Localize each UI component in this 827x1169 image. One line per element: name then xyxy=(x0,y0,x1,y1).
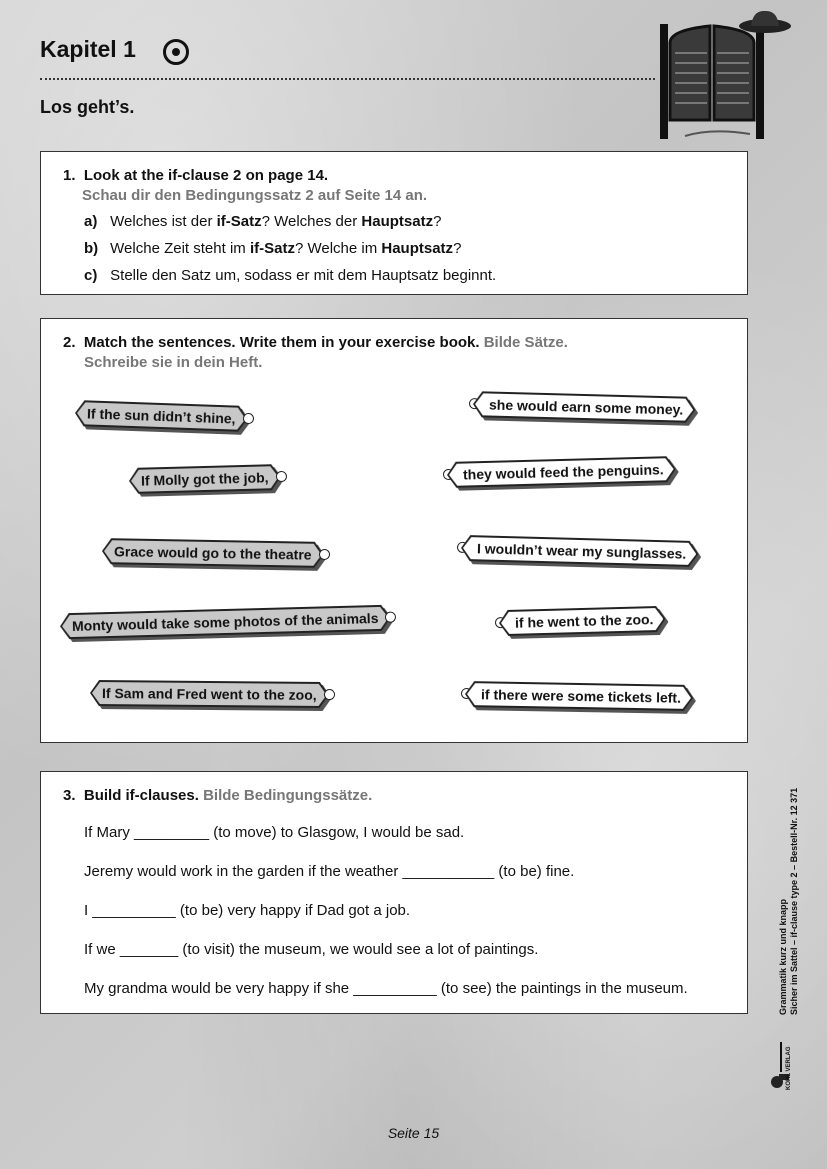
item-text: Stelle den Satz um, sodass er mit dem Hauptsatz beginnt. xyxy=(110,267,497,284)
tag-text: If Sam and Fred went to the zoo, xyxy=(90,680,329,708)
side-line-2: Sicher im Sattel – if-clause type 2 – Bestell-Nr. 12 371 xyxy=(789,787,799,1015)
right-sentence-tag[interactable] xyxy=(465,681,693,711)
task-2-number: 2. xyxy=(63,334,76,351)
tag-text: she would earn some money. xyxy=(473,391,696,423)
connector-hole[interactable] xyxy=(242,413,253,424)
left-sentence-tag[interactable] xyxy=(129,464,281,494)
task-1-box xyxy=(40,151,748,295)
connector-hole[interactable] xyxy=(324,689,335,700)
right-sentence-tag[interactable] xyxy=(499,606,666,636)
right-sentence-tag[interactable] xyxy=(473,391,696,423)
tag-text: I wouldn’t wear my sunglasses. xyxy=(461,535,699,567)
tag-text: Monty would take some photos of the animals xyxy=(60,605,391,640)
item-text: Welches ist der xyxy=(110,213,217,230)
left-sentence-tag[interactable] xyxy=(90,680,329,708)
chapter-title: Kapitel 1 xyxy=(40,36,136,62)
publisher-name: KOHL VERLAG xyxy=(786,1046,792,1090)
item-keyword: if-Satz xyxy=(216,213,262,230)
task-1-instruction-en xyxy=(63,167,328,184)
item-text: Welche Zeit steht im xyxy=(110,240,250,257)
right-sentence-tag[interactable] xyxy=(447,456,676,488)
page-number: Seite 15 xyxy=(387,1125,440,1141)
left-sentence-tag[interactable] xyxy=(102,538,324,568)
task-1-instruction-de: Schau dir den Bedingungssatz 2 auf Seite 14 an. xyxy=(82,187,428,204)
connector-hole[interactable] xyxy=(318,549,329,560)
task-2-de-text-2: Schreibe sie in dein Heft. xyxy=(84,354,263,371)
tag-text: If the sun didn’t shine, xyxy=(75,400,248,432)
fill-in-sentence[interactable]: If we _______ (to visit) the museum, we would see a lot of paintings. xyxy=(84,941,539,958)
target-icon xyxy=(163,39,189,65)
item-text: ? xyxy=(433,213,442,230)
side-publisher-info xyxy=(778,787,800,1015)
fill-in-sentence[interactable]: I __________ (to be) very happy if Dad got a job. xyxy=(84,902,411,919)
tag-text: if there were some tickets left. xyxy=(465,681,693,711)
task-1-item-b xyxy=(84,240,461,257)
task-2-instruction xyxy=(63,334,568,351)
left-sentence-tag[interactable] xyxy=(75,400,248,432)
chapter-subtitle: Los geht’s. xyxy=(40,97,135,117)
task-3-en-text: Build if-clauses. xyxy=(83,787,199,804)
task-2-en-text: Match the sentences. Write them in your exercise book. xyxy=(83,334,480,351)
item-keyword: if-Satz xyxy=(249,240,295,257)
item-label: c) xyxy=(84,267,98,284)
task-3-de-text: Bilde Bedingungssätze. xyxy=(203,787,373,804)
task-2-box xyxy=(40,318,748,743)
task-1-item-c xyxy=(84,267,496,284)
task-1-en-text: Look at the if-clause 2 on page 14. xyxy=(83,167,329,184)
item-label: a) xyxy=(84,213,98,230)
tag-text: If Molly got the job, xyxy=(129,464,281,494)
task-3-box xyxy=(40,771,748,1014)
tag-text: if he went to the zoo. xyxy=(499,606,666,636)
item-text: ? Welche im xyxy=(294,240,382,257)
fill-in-sentence[interactable]: My grandma would be very happy if she __________ (to see) the paintings in the museum. xyxy=(84,980,688,997)
tag-text: Grace would go to the theatre xyxy=(102,538,324,568)
fill-in-sentence[interactable]: If Mary _________ (to move) to Glasgow, I would be sad. xyxy=(84,824,465,841)
item-text: ? Welches der xyxy=(261,213,362,230)
task-1-item-a xyxy=(84,213,441,230)
dotted-divider xyxy=(40,78,655,80)
task-3-number: 3. xyxy=(63,787,76,804)
side-line-1: Grammatik kurz und knapp xyxy=(778,898,788,1015)
saloon-door-icon xyxy=(655,8,795,140)
task-3-instruction xyxy=(63,787,372,804)
fill-in-sentence[interactable]: Jeremy would work in the garden if the weather ___________ (to be) fine. xyxy=(84,863,575,880)
connector-hole[interactable] xyxy=(275,471,286,482)
connector-hole[interactable] xyxy=(385,612,396,623)
left-sentence-tag[interactable] xyxy=(60,605,391,640)
item-text: ? xyxy=(453,240,462,257)
item-keyword: Hauptsatz xyxy=(361,213,434,230)
task-1-number: 1. xyxy=(63,167,76,184)
task-2-de-text: Bilde Sätze. xyxy=(483,334,568,351)
right-sentence-tag[interactable] xyxy=(461,535,699,567)
item-label: b) xyxy=(84,240,99,257)
item-keyword: Hauptsatz xyxy=(381,240,454,257)
tag-text: they would feed the penguins. xyxy=(447,456,676,488)
